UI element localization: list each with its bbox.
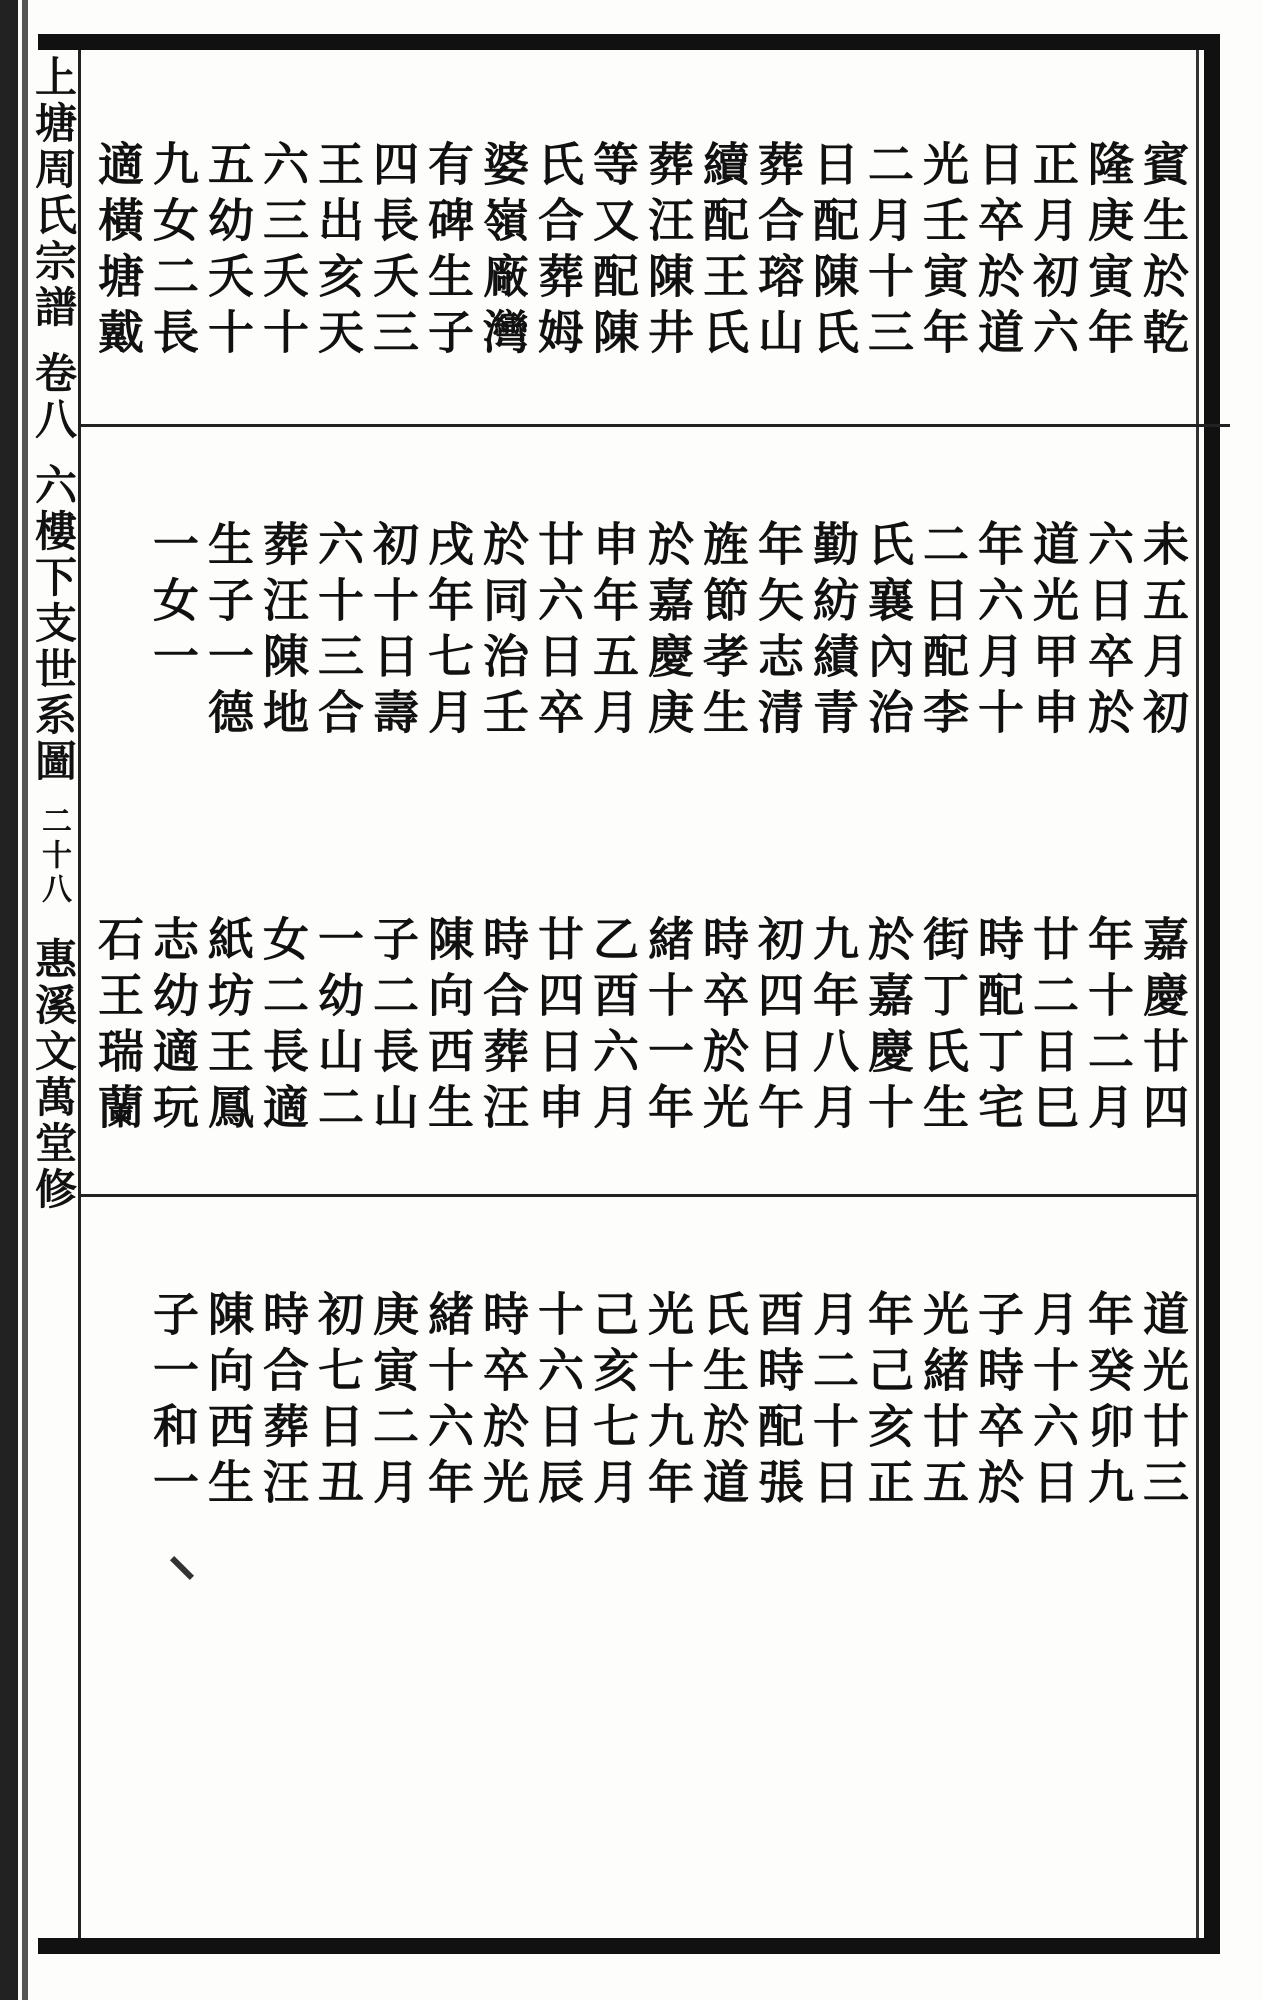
text-column: 隆庚寅年 — [1081, 140, 1135, 364]
text-column: 賓生於乾 — [1136, 140, 1190, 364]
top-border — [38, 34, 1220, 50]
text-column: 日卒於道 — [971, 140, 1025, 364]
text-column: 年十二月 — [1081, 915, 1135, 1139]
text-column: 紙坊王鳳 — [201, 915, 255, 1139]
text-column: 續配王氏 — [696, 140, 750, 364]
book-spine-edge — [0, 0, 18, 2000]
text-column: 於嘉慶十 — [861, 915, 915, 1139]
text-column: 等又配陳 — [586, 140, 640, 364]
band-2 — [90, 520, 1190, 744]
text-column: 時合葬汪 — [476, 915, 530, 1139]
text-column: 光壬寅年 — [916, 140, 970, 364]
text-column: 時卒於光 — [476, 1290, 530, 1514]
text-column: 年矢志清 — [751, 520, 805, 744]
text-column: 光緒廿五 — [916, 1290, 970, 1514]
hall-name: 惠溪文萬堂修 — [29, 937, 78, 1213]
right-border — [1204, 34, 1220, 1954]
text-column: 氏生於道 — [696, 1290, 750, 1514]
text-column: 緒十六年 — [421, 1290, 475, 1514]
text-column: 子二長山 — [366, 915, 420, 1139]
book-title: 上塘周氏宗譜 — [29, 55, 78, 331]
text-column: 年癸卯九 — [1081, 1290, 1135, 1514]
text-column: 時卒於光 — [696, 915, 750, 1139]
band-1 — [90, 140, 1190, 364]
text-column: 廿六日卒 — [531, 520, 585, 744]
text-column: 十六日辰 — [531, 1290, 585, 1514]
text-column: 時合葬汪 — [256, 1290, 310, 1514]
text-column: 九女二長 — [146, 140, 200, 364]
text-column: 時配丁宅 — [971, 915, 1025, 1139]
text-column: 緒十一年 — [641, 915, 695, 1139]
text-column: 日配陳氏 — [806, 140, 860, 364]
block-heart-column — [28, 55, 78, 1935]
text-column: 初七日丑 — [311, 1290, 365, 1514]
band-3 — [90, 915, 1190, 1139]
band-divider-1 — [80, 424, 1230, 427]
text-column: 六三夭十 — [256, 140, 310, 364]
text-column: 九年八月 — [806, 915, 860, 1139]
text-column: 正月初六 — [1026, 140, 1080, 364]
text-column: 一女一 — [146, 520, 200, 688]
text-column: 六十三合 — [311, 520, 365, 744]
text-column: 廿四日申 — [531, 915, 585, 1139]
text-column: 未五月初 — [1136, 520, 1190, 744]
text-column: 乙酉六月 — [586, 915, 640, 1139]
section-label: 六樓下支世系圖 — [29, 463, 78, 785]
bottom-border — [38, 1938, 1220, 1954]
text-column: 年己亥正 — [861, 1290, 915, 1514]
text-column: 王出亥天 — [311, 140, 365, 364]
text-column: 氏襄內治 — [861, 520, 915, 744]
right-inner-border — [1196, 50, 1199, 1938]
text-column: 二日配李 — [916, 520, 970, 744]
text-column: 適橫塘戴 — [91, 140, 145, 364]
band-4 — [90, 1290, 1190, 1514]
ink-stroke-mark — [170, 1556, 194, 1580]
text-column: 四長夭三 — [366, 140, 420, 364]
margin-rule — [78, 50, 81, 1938]
text-column: 子時卒於 — [971, 1290, 1025, 1514]
text-column: 氏合葬姆 — [531, 140, 585, 364]
text-column: 年六月十 — [971, 520, 1025, 744]
text-column: 婆嶺廠灣 — [476, 140, 530, 364]
text-column: 月二十日 — [806, 1290, 860, 1514]
text-column: 己亥七月 — [586, 1290, 640, 1514]
text-column: 初十日壽 — [366, 520, 420, 744]
text-column: 女二長適 — [256, 915, 310, 1139]
text-column: 申年五月 — [586, 520, 640, 744]
text-column: 子一和一 — [146, 1290, 200, 1514]
text-column: 一幼山二 — [311, 915, 365, 1139]
text-column: 初四日午 — [751, 915, 805, 1139]
text-column: 於同治壬 — [476, 520, 530, 744]
text-column: 庚寅二月 — [366, 1290, 420, 1514]
page-number: 二十八 — [36, 805, 71, 907]
text-column: 二月十三 — [861, 140, 915, 364]
text-column: 戌年七月 — [421, 520, 475, 744]
text-column: 於嘉慶庚 — [641, 520, 695, 744]
text-column: 五幼夭十 — [201, 140, 255, 364]
text-column: 旌節孝生 — [696, 520, 750, 744]
text-column: 葬汪陳地 — [256, 520, 310, 744]
text-column: 勤紡績青 — [806, 520, 860, 744]
text-column: 廿二日巳 — [1026, 915, 1080, 1139]
text-column: 道光甲申 — [1026, 520, 1080, 744]
text-column: 月十六日 — [1026, 1290, 1080, 1514]
text-column: 石王瑞蘭 — [91, 915, 145, 1139]
text-column: 陳向西生 — [201, 1290, 255, 1514]
text-column: 有碑生子 — [421, 140, 475, 364]
text-column: 葬合瑢山 — [751, 140, 805, 364]
text-column: 志幼適玩 — [146, 915, 200, 1139]
text-column: 六日卒於 — [1081, 520, 1135, 744]
band-divider-2 — [80, 1194, 1198, 1197]
text-column: 陳向西生 — [421, 915, 475, 1139]
text-column: 嘉慶廿四 — [1136, 915, 1190, 1139]
text-column: 街丁氏生 — [916, 915, 970, 1139]
text-column: 酉時配張 — [751, 1290, 805, 1514]
text-column: 葬汪陳井 — [641, 140, 695, 364]
text-column: 道光廿三 — [1136, 1290, 1190, 1514]
volume-label: 卷八 — [29, 351, 78, 443]
text-column: 光十九年 — [641, 1290, 695, 1514]
text-column: 生子一德 — [201, 520, 255, 744]
